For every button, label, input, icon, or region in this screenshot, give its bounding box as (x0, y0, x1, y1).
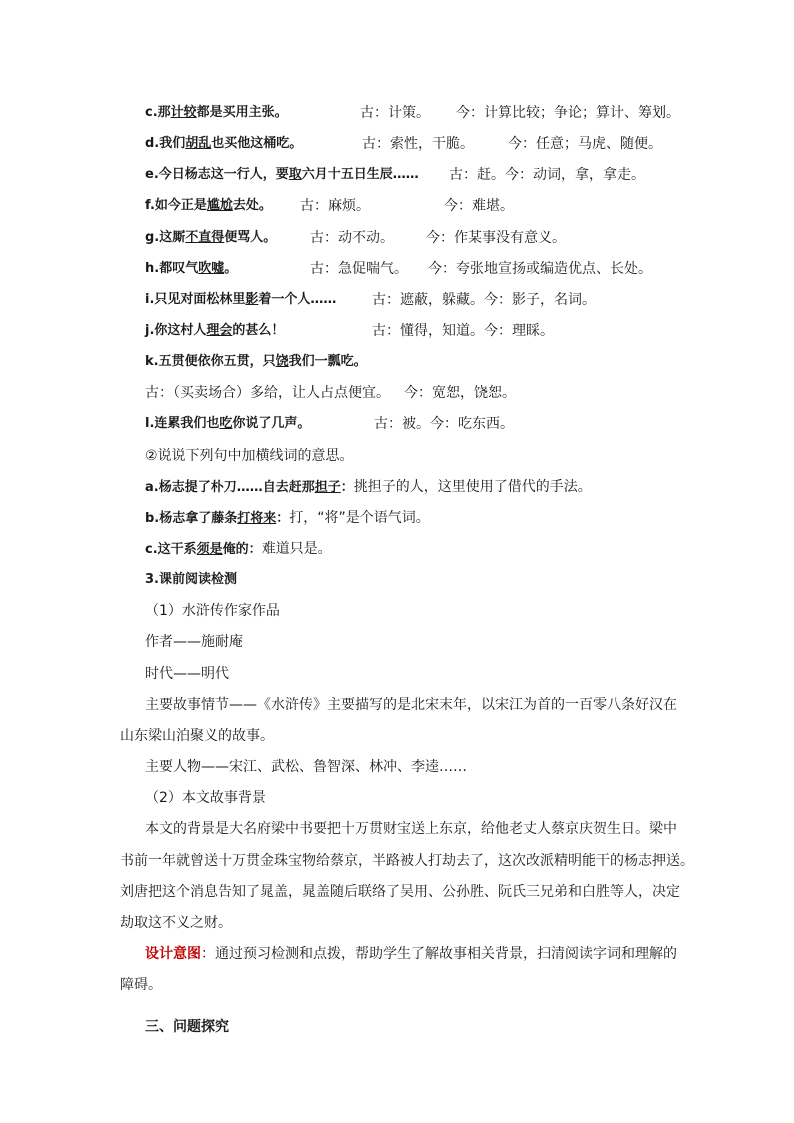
item-k (145, 352, 367, 372)
item-c-modern: 今：计算比较；争论；算计、筹划。 (456, 105, 680, 121)
item-h-modern: 今：夸张地宣扬或编造优点、长处。 (428, 261, 652, 277)
item-i (145, 290, 336, 310)
item-j-underlined: 理会 (206, 323, 233, 338)
item-c-ancient: 古：计策。 (360, 105, 430, 121)
item-c-text-end: 都是买用主张。 (196, 105, 288, 120)
era-line: 时代——明代 (145, 666, 229, 682)
item-d-meanings (362, 134, 662, 154)
item-l (145, 414, 310, 434)
item-i-meanings (372, 290, 596, 310)
item-k-meanings (145, 383, 516, 403)
q2-item-a (145, 477, 592, 498)
subsection-1-title: （1）水浒传作家作品 (145, 603, 280, 619)
item-h-underlined: 吹嘘 (198, 261, 225, 276)
item-h (145, 259, 237, 279)
item-c-text: c.那 (145, 105, 171, 120)
background-line-4: 劫取这不义之财。 (120, 915, 232, 931)
item-e (145, 165, 419, 185)
design-intent (145, 944, 677, 964)
plot-line-1: 主要故事情节——《水浒传》主要描写的是北宋末年，以宋江为首的一百零八条好汉在 (145, 697, 677, 713)
background-line-3: 刘唐把这个消息告知了晁盖，晁盖随后联络了吴用、公孙胜、阮氏三兄弟和白胜等人，决定 (120, 884, 680, 900)
q2-c-underlined: 须是 (196, 542, 223, 557)
item-f-underlined: 尴尬 (206, 198, 233, 213)
item-h-meanings (310, 259, 652, 279)
q2-b-colon: ： (276, 511, 290, 526)
design-intent-line-2: 障碍。 (120, 977, 162, 993)
section-3-heading: 3.课前阅读检测 (145, 572, 237, 587)
question-2-prompt: ②说说下列句中加横线词的意思。 (145, 448, 354, 464)
item-c-underlined: 计较 (170, 105, 197, 120)
item-j-text-end: 的甚么！ (232, 323, 285, 338)
q2-a-explanation: 挑担子的人，这里使用了借代的手法。 (353, 479, 592, 495)
item-k-ancient: 古：（买卖场合）多给，让人占点便宜。 (145, 385, 390, 401)
item-i-underlined: 影 (245, 292, 259, 307)
q2-a-text: a.杨志提了朴刀……自去赶那 (145, 480, 315, 495)
item-e-underlined: 取 (288, 167, 302, 182)
item-e-text: e.今日杨志这一行人，要 (145, 167, 289, 182)
item-e-meanings (449, 165, 645, 185)
item-j-ancient: 古：懂得，知道。 (372, 323, 484, 339)
item-i-text-end: 着一个人…… (258, 292, 337, 307)
item-i-text: i.只见对面松林里 (145, 292, 246, 307)
item-c (145, 103, 288, 123)
item-g-modern: 今：作某事没有意义。 (426, 230, 566, 246)
item-k-underlined: 饶 (275, 354, 289, 369)
item-h-text-end: 。 (224, 261, 238, 276)
q2-item-b (145, 508, 430, 529)
item-l-ancient: 古：被。 (374, 416, 430, 432)
q2-c-text: c.这干系 (145, 542, 197, 557)
item-g-text-end: 便骂人。 (224, 230, 277, 245)
q2-b-underlined: 打将来 (237, 511, 277, 526)
item-d-text-end: 也买他这桶吃。 (211, 136, 303, 151)
item-f-text-end: 去处。 (232, 198, 272, 213)
item-l-modern: 今：吃东西。 (430, 416, 514, 432)
item-d-text: d.我们 (145, 136, 186, 151)
item-f-modern: 今：难堪。 (444, 198, 514, 214)
characters-line: 主要人物——宋江、武松、鲁智深、林冲、李逵…… (145, 759, 467, 775)
q2-a-colon: ： (340, 480, 354, 495)
q2-c-explanation: 难道只是。 (261, 541, 332, 557)
subsection-2-title: （2）本文故事背景 (145, 790, 266, 806)
item-g-underlined: 不直得 (185, 230, 225, 245)
item-j-text: j.你这村人 (145, 323, 207, 338)
item-l-underlined: 吃 (219, 416, 233, 431)
q2-a-underlined: 担子 (314, 480, 341, 495)
item-g-ancient: 古：动不动。 (310, 230, 394, 246)
item-l-text: l.连累我们也 (145, 416, 220, 431)
item-e-text-end: 六月十五日生辰…… (301, 167, 419, 182)
item-k-text-end: 我们一瓢吃。 (288, 354, 367, 369)
item-f-ancient: 古：麻烦。 (300, 198, 370, 214)
item-d-underlined: 胡乱 (185, 136, 212, 151)
item-e-modern: 今：动词，拿，拿走。 (505, 167, 645, 183)
item-g (145, 228, 276, 248)
q2-b-text: b.杨志拿了藤条 (145, 511, 238, 526)
section-three-heading: 三、问题探究 (145, 1019, 229, 1035)
item-j (145, 321, 284, 341)
item-j-modern: 今：理睬。 (484, 323, 554, 339)
q2-item-c (145, 539, 332, 560)
item-k-text: k.五贯便依你五贯，只 (145, 354, 276, 369)
item-e-ancient: 古：赶。 (449, 167, 505, 183)
item-l-text-end: 你说了几声。 (232, 416, 311, 431)
item-g-meanings (310, 228, 566, 248)
item-i-ancient: 古：遮蔽，躲藏。 (372, 292, 484, 308)
item-f-meanings (300, 196, 514, 216)
item-k-modern: 今：宽恕，饶恕。 (404, 385, 516, 401)
item-d-ancient: 古：索性，干脆。 (362, 136, 474, 152)
background-line-1: 本文的背景是大名府梁中书要把十万贯财宝送上东京，给他老丈人蔡京庆贺生日。梁中 (145, 821, 677, 837)
background-line-2: 书前一年就曾送十万贯金珠宝物给蔡京，半路被人打劫去了，这次改派精明能干的杨志押送。 (120, 853, 694, 869)
item-d (145, 134, 302, 154)
item-j-meanings (372, 321, 554, 341)
plot-line-2: 山东梁山泊聚义的故事。 (120, 728, 274, 744)
item-f-text: f.如今正是 (145, 198, 207, 213)
item-c-meanings (360, 103, 680, 123)
item-i-modern: 今：影子，名词。 (484, 292, 596, 308)
item-h-ancient: 古：急促喘气。 (310, 261, 408, 277)
item-h-text: h.都叹气 (145, 261, 199, 276)
item-d-modern: 今：任意；马虎、随便。 (508, 136, 662, 152)
item-l-meanings (374, 414, 514, 434)
item-g-text: g.这厮 (145, 230, 186, 245)
design-intent-label: 设计意图 (145, 946, 201, 962)
design-intent-text: ：通过预习检测和点拨，帮助学生了解故事相关背景，扫清阅读字词和理解的 (201, 946, 677, 962)
q2-b-explanation: 打，“将”是个语气词。 (289, 510, 430, 526)
author-line: 作者——施耐庵 (145, 634, 243, 650)
item-f (145, 196, 272, 216)
q2-c-colon: 俺的： (222, 542, 262, 557)
